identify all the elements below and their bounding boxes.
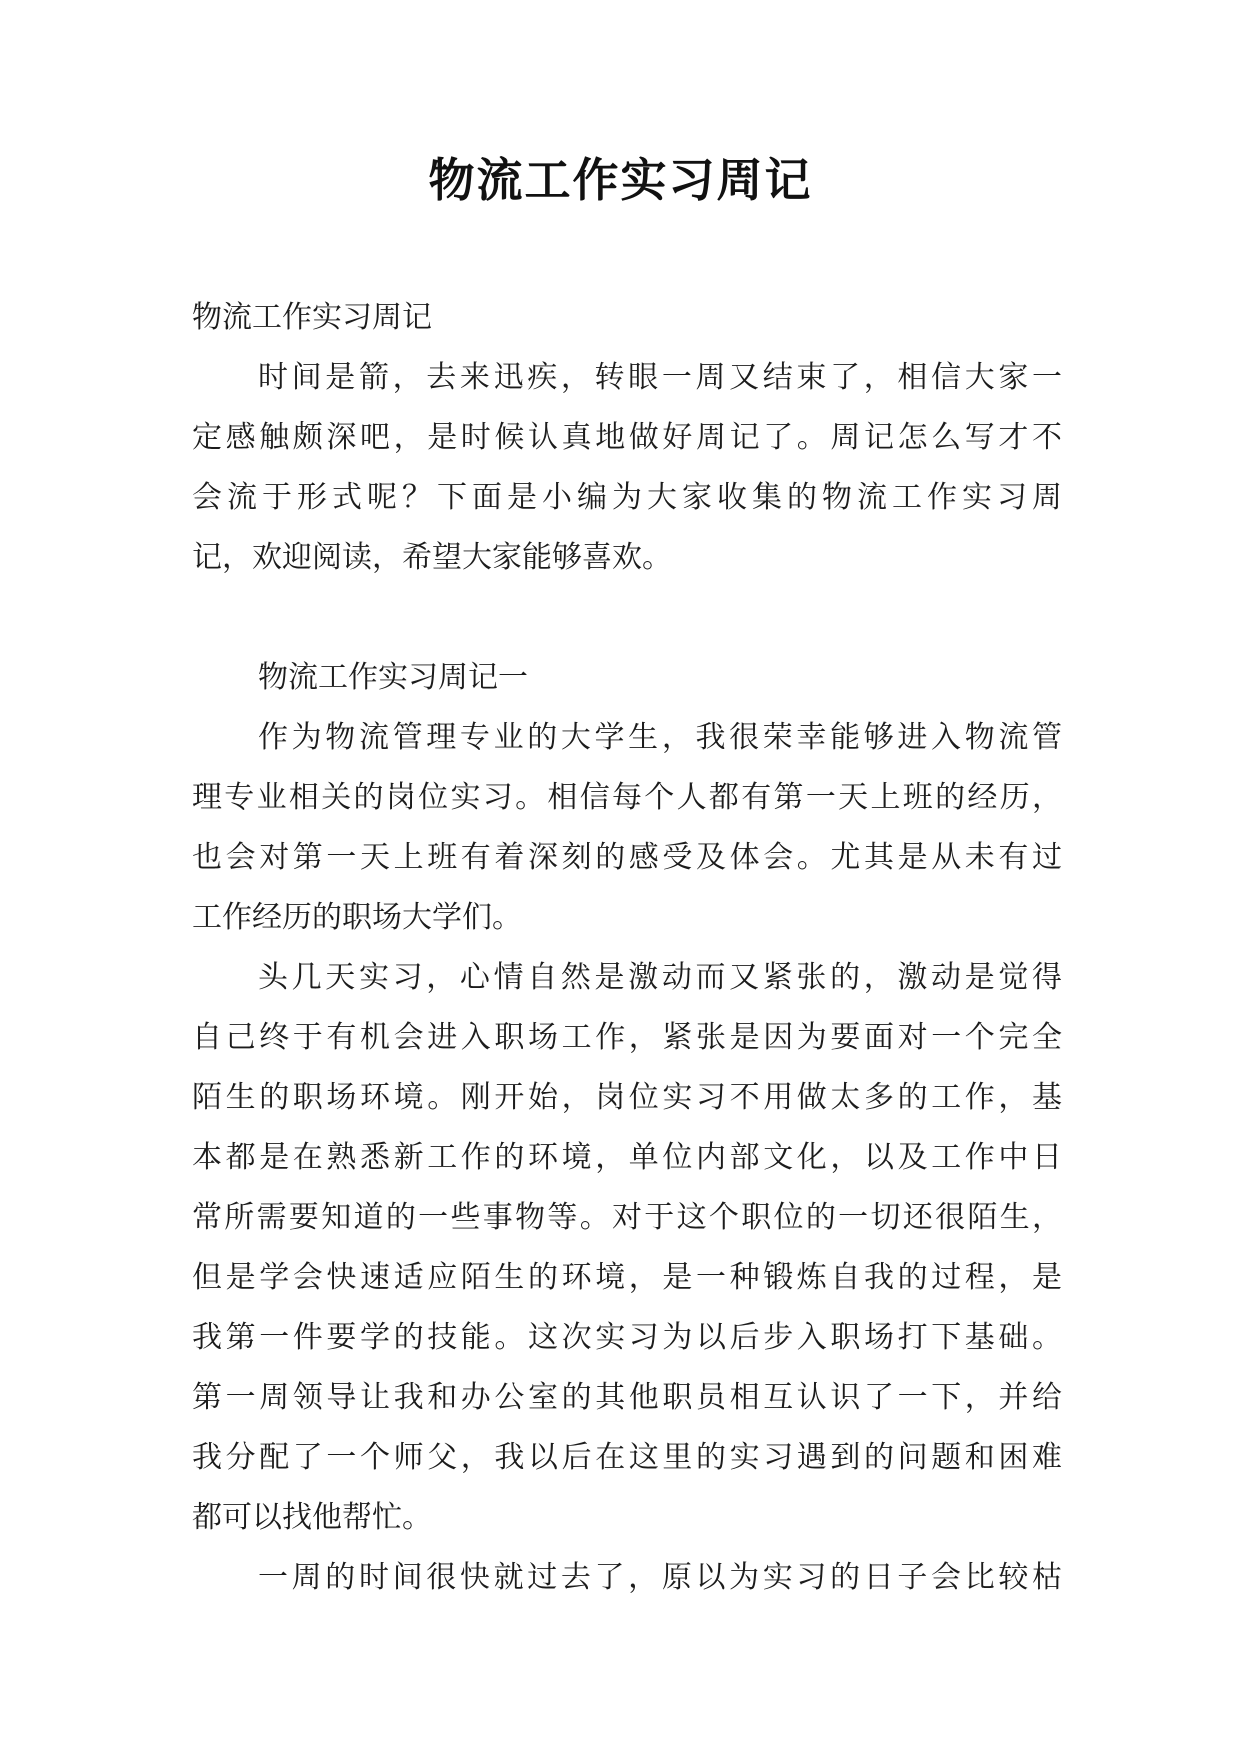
paragraph-line: 第一周领导让我和办公室的其他职员相互认识了一下，并给 — [192, 1380, 1062, 1415]
paragraph-line: 但是学会快速适应陌生的环境，是一种锻炼自我的过程，是 — [192, 1260, 1062, 1295]
paragraph-1 — [192, 708, 1062, 948]
paragraph-line: 记，欢迎阅读，希望大家能够喜欢。 — [192, 540, 672, 575]
intro-paragraph — [192, 348, 1062, 588]
paragraph-line: 常所需要知道的一些事物等。对于这个职位的一切还很陌生， — [192, 1200, 1062, 1235]
paragraph-line: 一周的时间很快就过去了，原以为实习的日子会比较枯 — [258, 1560, 1062, 1595]
paragraph-line: 也会对第一天上班有着深刻的感受及体会。尤其是从未有过 — [192, 840, 1062, 875]
paragraph-line: 理专业相关的岗位实习。相信每个人都有第一天上班的经历， — [192, 780, 1062, 815]
subtitle: 物流工作实习周记 — [192, 300, 432, 335]
document-title: 物流工作实习周记 — [428, 153, 813, 207]
paragraph-3 — [192, 1548, 1062, 1608]
paragraph-2 — [192, 948, 1062, 1548]
paragraph-line: 作为物流管理专业的大学生，我很荣幸能够进入物流管 — [258, 720, 1062, 755]
paragraph-line: 我第一件要学的技能。这次实习为以后步入职场打下基础。 — [192, 1320, 1062, 1355]
paragraph-line: 时间是箭，去来迅疾，转眼一周又结束了，相信大家一 — [258, 360, 1062, 395]
paragraph-line: 头几天实习，心情自然是激动而又紧张的，激动是觉得 — [258, 960, 1062, 995]
paragraph-line: 本都是在熟悉新工作的环境，单位内部文化，以及工作中日 — [192, 1140, 1062, 1175]
paragraph-line: 定感触颇深吧，是时候认真地做好周记了。周记怎么写才不 — [192, 420, 1062, 455]
paragraph-line: 会流于形式呢？下面是小编为大家收集的物流工作实习周 — [192, 480, 1062, 515]
paragraph-line: 自己终于有机会进入职场工作，紧张是因为要面对一个完全 — [192, 1020, 1062, 1055]
paragraph-line: 陌生的职场环境。刚开始，岗位实习不用做太多的工作，基 — [192, 1080, 1062, 1115]
paragraph-line: 都可以找他帮忙。 — [192, 1500, 432, 1535]
paragraph-line: 工作经历的职场大学们。 — [192, 900, 522, 935]
section-heading: 物流工作实习周记一 — [258, 660, 528, 695]
document-body — [192, 288, 1062, 1608]
paragraph-line: 我分配了一个师父，我以后在这里的实习遇到的问题和困难 — [192, 1440, 1062, 1475]
blank-line — [192, 588, 1062, 648]
